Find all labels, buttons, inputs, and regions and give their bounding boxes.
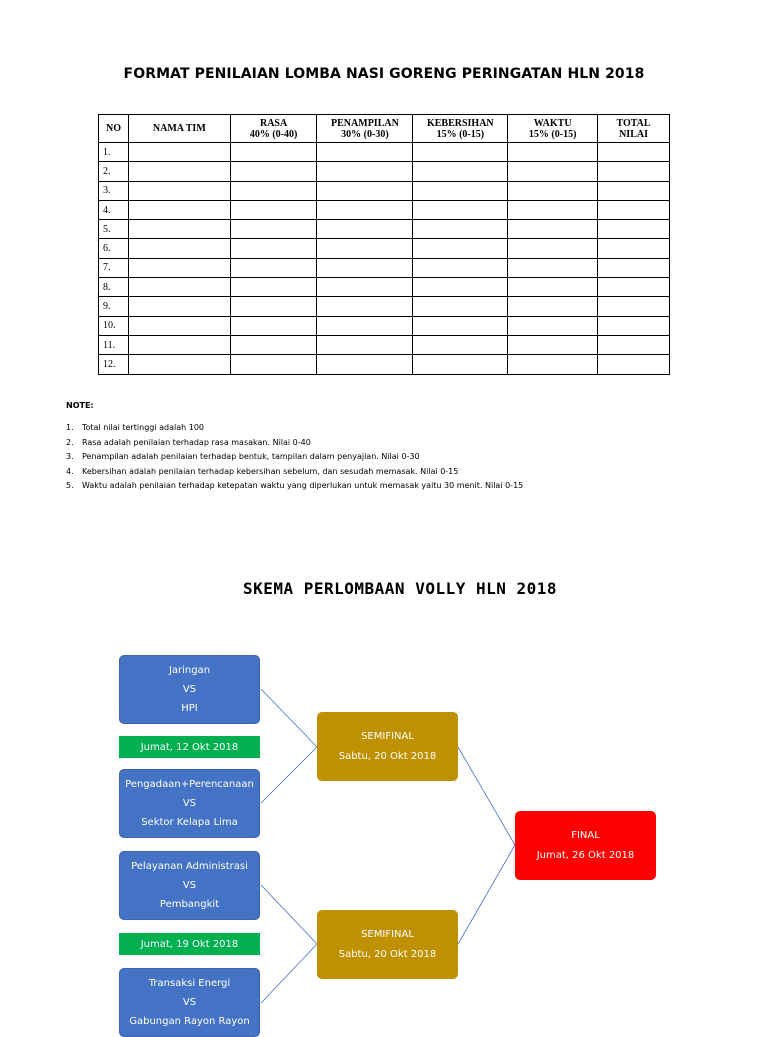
match-2-box <box>119 769 260 838</box>
match-4-team1: Transaksi Energi <box>148 978 231 989</box>
connector-line <box>261 944 317 1003</box>
connector-line <box>261 885 317 944</box>
note-text: Penampilan adalah penilaian terhadap bentuk, tampilan dalam penyajian. Nilai 0-30 <box>82 452 420 462</box>
column-header-line2: 30% (0-30) <box>341 128 389 140</box>
row-number: 7. <box>99 258 129 277</box>
note-text: Rasa adalah penilaian terhadap rasa masakan. Nilai 0-40 <box>82 437 311 447</box>
column-header-line1: KEBERSIHAN <box>426 117 494 129</box>
match-3-team2: Pembangkit <box>159 899 220 910</box>
row-number: 10. <box>99 316 129 335</box>
match-4-box <box>119 968 260 1037</box>
match-4-vs: VS <box>182 997 197 1008</box>
row-number: 12. <box>99 355 129 374</box>
note-text: Kebersihan adalah penilaian terhadap kebersihan sebelum, dan sesudah memasak. Nilai 0-15 <box>82 466 459 476</box>
row-number: 1. <box>99 143 129 162</box>
row-number: 8. <box>99 278 129 297</box>
semifinal-2-label: SEMIFINAL <box>361 928 414 940</box>
row-number: 6. <box>99 239 129 258</box>
match-1-team1: Jaringan <box>168 665 211 676</box>
match-3-vs: VS <box>182 880 197 891</box>
connector-line <box>261 689 317 747</box>
bracket-title: SKEMA PERLOMBAAN VOLLY HLN 2018 <box>242 579 558 598</box>
column-header-line2: 15% (0-15) <box>436 128 485 140</box>
column-header-line2: NILAI <box>619 128 648 140</box>
match-1-box <box>119 655 260 724</box>
match-date-2: Jumat, 19 Okt 2018 <box>119 933 260 955</box>
column-header-line1: PENAMPILAN <box>331 117 399 129</box>
column-header-line1: RASA <box>259 117 288 129</box>
match-date-1: Jumat, 12 Okt 2018 <box>119 736 260 758</box>
note-number: 3. <box>66 452 74 462</box>
match-3-team1: Pelayanan Administrasi <box>131 861 248 872</box>
column-header-line1: WAKTU <box>533 117 572 129</box>
note-heading: NOTE: <box>66 401 94 410</box>
column-header-line1: NO <box>105 123 121 134</box>
row-number: 4. <box>99 200 129 219</box>
note-number: 2. <box>66 437 74 447</box>
row-number: 2. <box>99 162 129 181</box>
match-2-vs: VS <box>182 798 197 809</box>
match-3-box <box>119 851 260 920</box>
final-box <box>515 811 656 880</box>
column-header-line1: NAMA TIM <box>152 123 206 134</box>
document-title: FORMAT PENILAIAN LOMBA NASI GORENG PERINGATAN HLN 2018 <box>123 66 645 82</box>
match-1-team2: HPI <box>181 703 198 714</box>
column-header-line2: 15% (0-15) <box>528 128 577 140</box>
semifinal-2-box <box>317 910 458 979</box>
match-1-vs: VS <box>182 684 197 695</box>
final-label: FINAL <box>571 829 600 841</box>
semifinal-1-date: Sabtu, 20 Okt 2018 <box>338 750 437 762</box>
column-header-line2: 40% (0-40) <box>249 128 298 140</box>
note-text: Total nilai tertinggi adalah 100 <box>82 423 204 432</box>
row-number: 3. <box>99 181 129 200</box>
final-date: Jumat, 26 Okt 2018 <box>536 849 635 861</box>
note-number: 5. <box>66 481 74 491</box>
connector-line <box>458 845 515 944</box>
row-number: 9. <box>99 297 129 316</box>
match-2-team2: Sektor Kelapa Lima <box>141 817 238 828</box>
note-number: 4. <box>66 466 74 476</box>
column-header-line1: TOTAL <box>616 117 651 129</box>
semifinal-2-date: Sabtu, 20 Okt 2018 <box>338 948 437 960</box>
connector-line <box>458 747 515 845</box>
row-number: 11. <box>99 335 129 354</box>
connector-line <box>261 747 317 803</box>
semifinal-1-label: SEMIFINAL <box>361 730 414 742</box>
semifinal-1-box <box>317 712 458 781</box>
row-number: 5. <box>99 220 129 239</box>
match-4-team2: Gabungan Rayon Rayon <box>129 1016 250 1027</box>
match-2-team1: Pengadaan+Perencanaan <box>125 779 254 790</box>
note-text: Waktu adalah penilaian terhadap ketepatan waktu yang diperlukan untuk memasak yaitu 30 menit. Nilai 0-15 <box>82 481 524 491</box>
note-number: 1. <box>66 423 74 432</box>
